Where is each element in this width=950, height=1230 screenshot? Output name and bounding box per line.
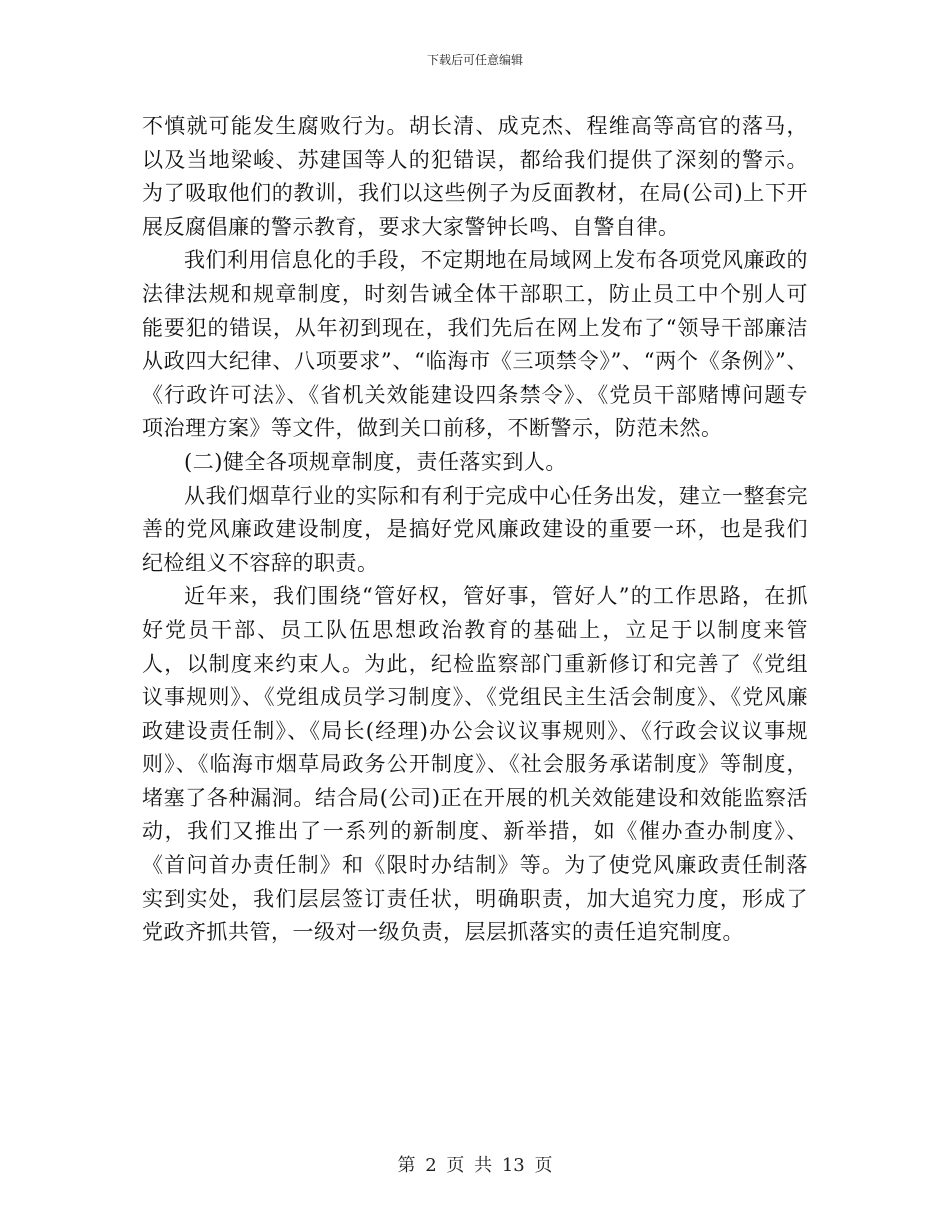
page-number: 第 2 页 共 13 页 <box>397 1155 553 1176</box>
document-body <box>142 110 808 950</box>
paragraph-4: 近年来，我们围绕“管好权，管好事，管好人”的工作思路，在抓好党员干部、员工队伍思想政治教育的基础上，立足于以制度来管人，以制度来约束人。为此，纪检监察部门重新修订和完善了《党组议事规则》、《党组成员学习制度》、《党组民主生活会制度》、《党风廉政建设责任制》、《局长(经理)办公会议议事规则》、《行政会议议事规则》、《临海市烟草局政务公开制度》、《社会服务承诺制度》等制度，堵塞了各种漏洞。结合局(公司)正在开展的机关效能建设和效能监察活动，我们又推出了一系列的新制度、新举措，如《催办查办制度》、《首问首办责任制》和《限时办结制》等。为了使党风廉政责任制落实到实处，我们层层签订责任状，明确职责，加大追究力度，形成了党政齐抓共管，一级对一级负责，层层抓落实的责任追究制度。 <box>142 584 808 945</box>
paragraph-1: 不慎就可能发生腐败行为。胡长清、成克杰、程维高等高官的落马，以及当地梁峻、苏建国等人的犯错误，都给我们提供了深刻的警示。为了吸取他们的教训，我们以这些例子为反面教材，在局(公司)上下开展反腐倡廉的警示教育，要求大家警钟长鸣、自警自律。 <box>142 114 808 239</box>
paragraph-2: 我们利用信息化的手段，不定期地在局域网上发布各项党风廉政的法律法规和规章制度，时刻告诫全体干部职工，防止员工中个别人可能要犯的错误，从年初到现在，我们先后在网上发布了“领导干部廉洁从政四大纪律、八项要求”、“临海市《三项禁令》”、“两个《条例》”、《行政许可法》、《省机关效能建设四条禁令》、《党员干部赌博问题专项治理方案》等文件，做到关口前移，不断警示，防范未然。 <box>142 248 808 441</box>
paragraph-3: 从我们烟草行业的实际和有利于完成中心任务出发，建立一整套完善的党风廉政建设制度，是搞好党风廉政建设的重要一环，也是我们纪检组义不容辞的职责。 <box>142 483 808 575</box>
section-heading: (二)健全各项规章制度，责任落实到人。 <box>184 449 567 474</box>
page-header: 下载后可任意编辑 <box>426 53 523 67</box>
